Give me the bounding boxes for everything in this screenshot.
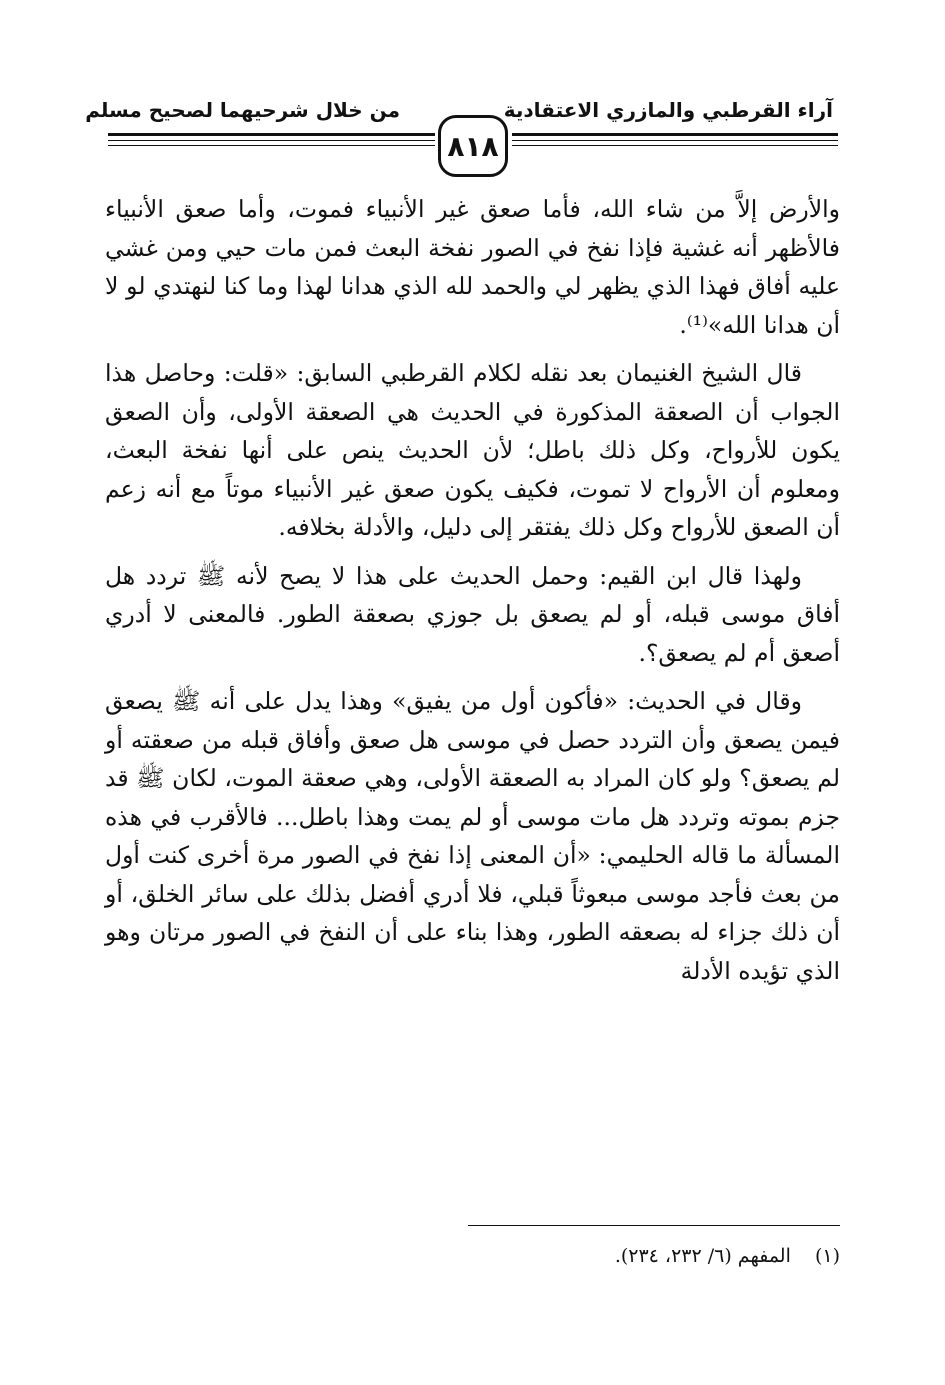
main-text bbox=[105, 190, 840, 1000]
footnote-text: المفهم (٦/ ٢٣٢، ٢٣٤). bbox=[614, 1245, 791, 1267]
header-rule-left bbox=[108, 145, 435, 146]
paragraph: والأرض إلاَّ من شاء الله، فأما صعق غير الأنبياء فموت، وأما صعق الأنبياء فالأظهر أنه غشية فإذا نفخ في الصور نفخة البعث فمن مات حيي ومن غشي عليه أفاق فهذا الذي يظهر لي والحمد لله الذي هدانا لهذا وما كنا لنهتدي لو لا أن هدانا الله»⁽¹⁾. bbox=[105, 195, 840, 339]
paragraph: قال الشيخ الغنيمان بعد نقله لكلام القرطبي السابق: «قلت: وحاصل هذا الجواب أن الصعقة المذكورة في الحديث هي الصعقة الأولى، وأن الصعق يكون للأرواح، وكل ذلك باطل؛ لأن الحديث ينص على أنها نفخة البعث، ومعلوم أن الأرواح لا تموت، فكيف يكون صعق غير الأنبياء موتاً مع أنه زعم أن الصعق للأرواح وكل ذلك يفتقر إلى دليل، والأدلة بخلافه. bbox=[105, 359, 840, 541]
footnote-separator bbox=[468, 1225, 840, 1226]
page-number-box bbox=[438, 115, 508, 177]
footnote-number: (١) bbox=[814, 1245, 840, 1267]
header-rule-left bbox=[108, 140, 435, 141]
running-header-section-title: من خلال شرحيهما لصحيح مسلم bbox=[85, 98, 400, 122]
paragraph: وقال في الحديث: «فأكون أول من يفيق» وهذا يدل على أنه ﷺ يصعق فيمن يصعق وأن التردد حصل في موسى هل صعق وأفاق قبله من صعقته أو لم يصعق؟ ولو كان المراد به الصعقة الأولى، وهي صعقة الموت، لكان ﷺ قد جزم بموته وتردد هل مات موسى أو لم يمت وهذا باطل... فالأقرب في هذه المسألة ما قاله الحليمي: «أن المعنى إذا نفخ في الصور مرة أخرى كنت أول من بعث فأجد موسى مبعوثاً قبلي، فلا أدري أفضل بذلك على سائر الخلق، أو أن ذلك جزاء له بصعقه الطور، وهذا بناء على أن النفخ في الصور مرتان وهو الذي تؤيده الأدلة bbox=[105, 687, 840, 985]
page-number: ٨١٨ bbox=[447, 129, 499, 163]
header-rule-right bbox=[512, 145, 838, 146]
header-rule-left bbox=[108, 133, 435, 136]
header-rule-right bbox=[512, 140, 838, 141]
footnote bbox=[340, 1242, 840, 1270]
paragraph: ولهذا قال ابن القيم: وحمل الحديث على هذا لا يصح لأنه ﷺ تردد هل أفاق موسى قبله، أو لم يصعق بل جوزي بصعقة الطور. فالمعنى لا أدري أصعق أم لم يصعق؟. bbox=[105, 561, 840, 667]
running-header-book-title: آراء القرطبي والمازري الاعتقادية bbox=[503, 98, 833, 122]
header-rule-right bbox=[512, 133, 838, 136]
